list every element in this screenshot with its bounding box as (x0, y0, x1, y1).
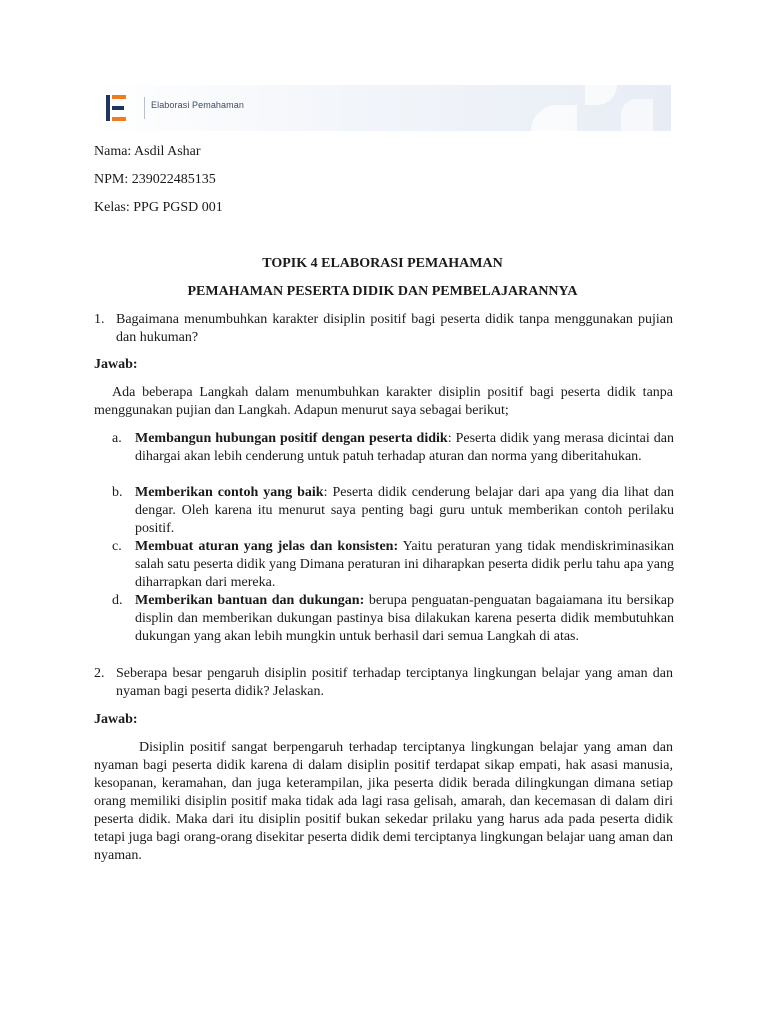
list-item-d-text: berupa penguatan-penguatan bagaiamana itu bersikap displin dan memberikan dukungan pastinya bisa dilakukan karena peserta didik membutuhkan dukungan yang akan lebih mungkin untuk berhasil dari semua Langkah di atas. (135, 593, 674, 644)
list-item-d-heading: Memberikan bantuan dan dukungan: (135, 593, 365, 608)
list-item-b (135, 484, 674, 538)
list-item-b-sep: : (323, 485, 333, 500)
answer-1-label: Jawab: (94, 357, 138, 372)
list-item-c (135, 538, 674, 592)
list-item-b-text: Peserta didik cenderung belajar dari apa yang dia lihat dan dengar. Oleh karena itu menurut saya penting bagi guru untuk memberikan contoh perilaku positif. (135, 485, 675, 536)
list-item-c-heading: Membuat aturan yang jelas dan konsisten: (135, 539, 399, 554)
list-item-c-letter: c. (112, 539, 122, 554)
question-1-number: 1. (94, 312, 105, 327)
banner-decoration-icon (521, 85, 671, 131)
list-item-a (135, 430, 674, 466)
header-banner (94, 85, 671, 131)
answer-2-text: Disiplin positif sangat berpengaruh terhadap terciptanya lingkungan belajar yang aman dan nyaman bagi peserta didik karena di dalam disiplin positif terdapat sikap empati, hak asasi manusia, kesopanan, keramahan, dan juga keterampilan, jika peserta didik berada dilingkungan dimana setiap orang memiliki disiplin positif maka tidak ada lagi rasa gelisah, amarah, dan kecemasan di dalam diri peserta didik. Maka dari itu disiplin positif bukan sekedar prilaku yang harus ada pada peserta didik tetapi juga bagi orang-orang disekitar peserta didik demi terciptanya lingkungan belajar uang aman dan nyaman. (94, 740, 673, 863)
list-item-b-heading: Memberikan contoh yang baik (135, 485, 324, 500)
list-item-d-letter: d. (112, 593, 123, 608)
question-2-text: Seberapa besar pengaruh disiplin positif terhadap terciptanya lingkungan belajar yang aman dan nyaman bagi peserta didik? Jelaskan. (116, 666, 673, 699)
list-item-b-letter: b. (112, 485, 123, 500)
list-item-d (135, 592, 674, 646)
student-class: Kelas: PPG PGSD 001 (94, 200, 223, 215)
question-1-text: Bagaimana menumbuhkan karakter disiplin positif bagi peserta didik tanpa menggunakan pujian dan hukuman? (116, 312, 673, 345)
question-2-number: 2. (94, 666, 105, 681)
section-title: PEMAHAMAN PESERTA DIDIK DAN PEMBELAJARANNYA (187, 284, 578, 299)
topic-title: TOPIK 4 ELABORASI PEMAHAMAN (262, 256, 503, 271)
answer-2-label: Jawab: (94, 712, 138, 727)
banner-divider (144, 97, 145, 119)
answer-1-intro: Ada beberapa Langkah dalam menumbuhkan karakter disiplin positif bagi peserta didik tanpa menggunakan pujian dan Langkah. Adapun menurut saya sebagai berikut; (94, 385, 673, 418)
banner-title: Elaborasi Pemahaman (151, 100, 244, 110)
list-item-a-letter: a. (112, 431, 122, 446)
list-item-a-heading: Membangun hubungan positif dengan peserta didik (135, 431, 448, 446)
list-item-a-text: Peserta didik yang merasa dicintai dan dihargai akan lebih cenderung untuk patuh terhadap aturan dan norma yang diberitahukan. (135, 431, 675, 464)
elaborasi-logo-icon (106, 95, 126, 121)
list-item-a-sep: : (447, 431, 456, 446)
student-name: Nama: Asdil Ashar (94, 144, 201, 159)
list-item-c-text: Yaitu peraturan yang tidak mendiskriminasikan salah satu peserta didik yang Dimana peraturan ini diharapkan peserta didik perlu tahu apa yang diharrapkan dari mereka. (135, 539, 674, 590)
student-npm: NPM: 239022485135 (94, 172, 216, 187)
